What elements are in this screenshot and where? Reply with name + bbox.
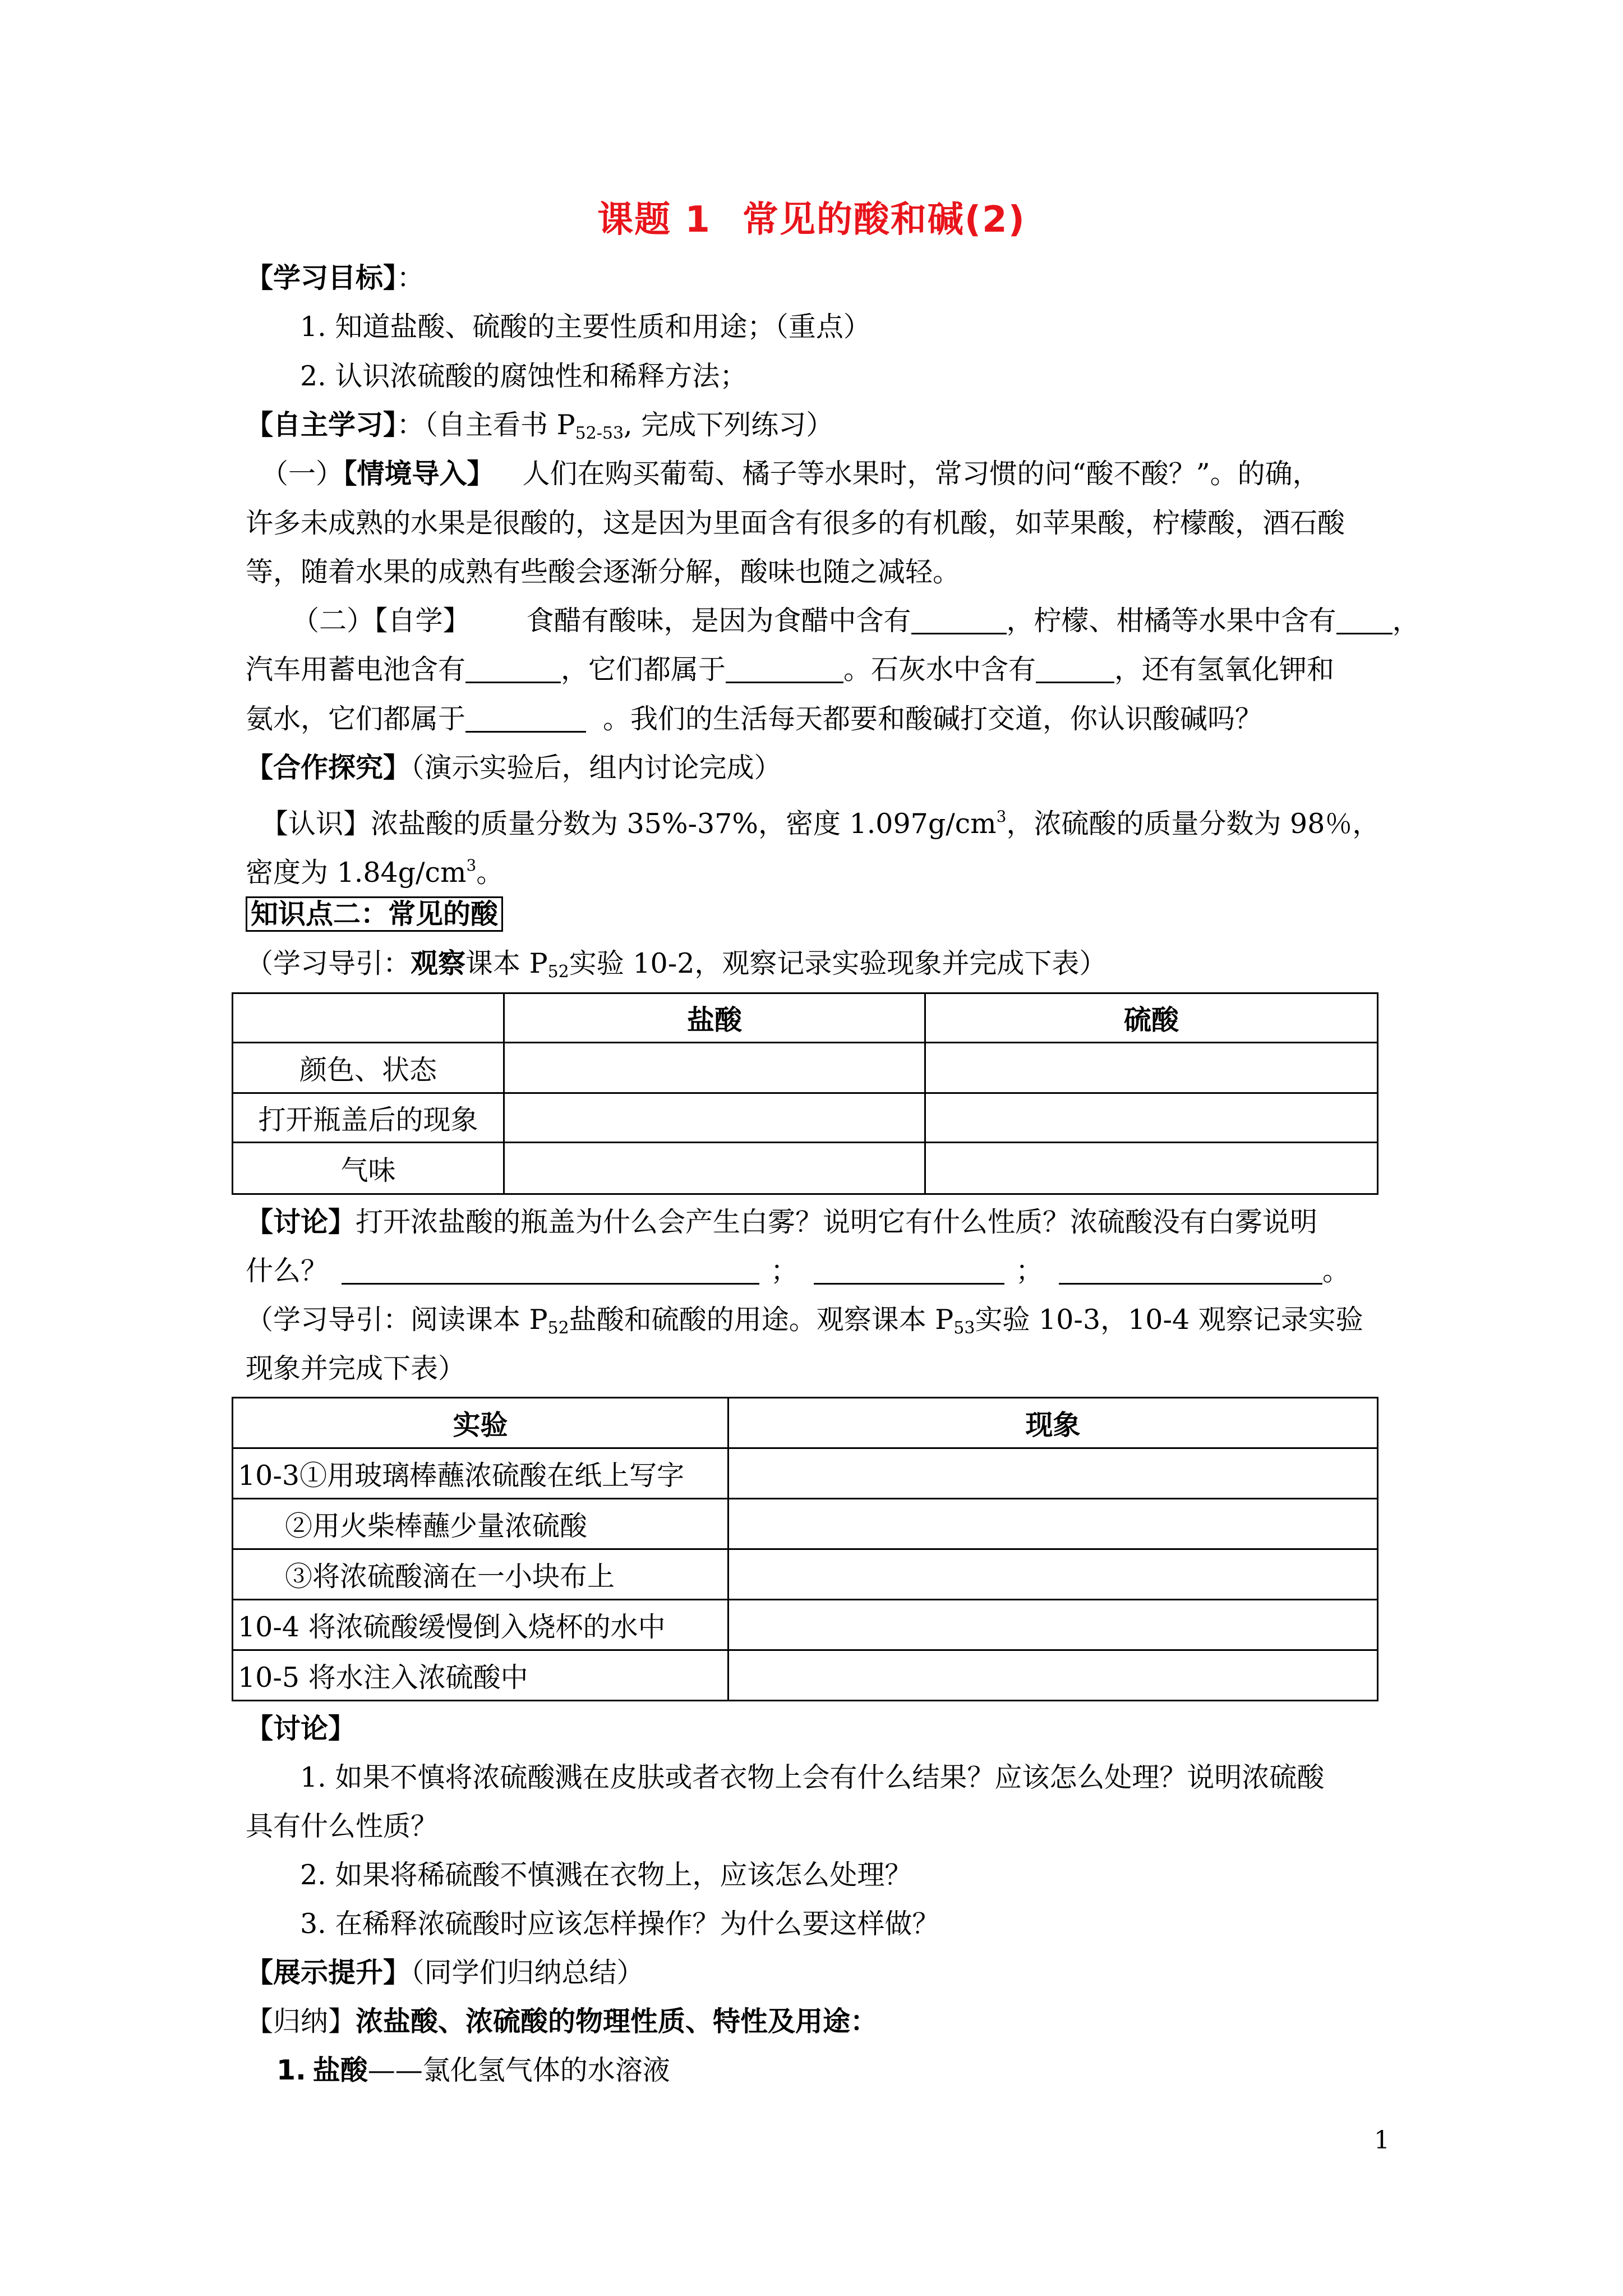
discuss-2-q2: 2. 如果将稀硫酸不慎溅在衣物上，应该怎么处理？ bbox=[300, 1859, 912, 1891]
table1-header-h2so4: 硫酸 bbox=[925, 993, 1378, 1043]
table2-row-label: ②用火柴棒蘸少量浓硫酸 bbox=[233, 1499, 728, 1549]
table2-cell[interactable] bbox=[728, 1600, 1378, 1650]
table1-cell[interactable] bbox=[504, 1093, 925, 1143]
intro-line-2: 许多未成熟的水果是很酸的，这是因为里面含有很多的有机酸，如苹果酸，柠檬酸，酒石酸 bbox=[246, 507, 1345, 539]
table1-row-label: 打开瓶盖后的现象 bbox=[233, 1093, 504, 1143]
table2-cell[interactable] bbox=[728, 1448, 1378, 1499]
discuss-2-heading: 【讨论】 bbox=[246, 1713, 356, 1745]
table2-cell[interactable] bbox=[728, 1650, 1378, 1701]
show-heading: 【展示提升】（同学们归纳总结） bbox=[246, 1957, 644, 1989]
page-title: 课题 1 常见的酸和碱(2) bbox=[597, 199, 1026, 241]
table1-row-label: 气味 bbox=[233, 1143, 504, 1194]
table2-header-experiment: 实验 bbox=[233, 1398, 728, 1448]
goal-1: 1. 知道盐酸、硫酸的主要性质和用途；（重点） bbox=[300, 311, 871, 343]
zixue-line-2: 汽车用蓄电池含有 ，它们都属于 。石灰水中含有 ，还有氢氧化钾和 bbox=[246, 654, 1335, 685]
table1-row-label: 颜色、状态 bbox=[233, 1043, 504, 1093]
experiment-table bbox=[232, 1397, 1378, 1701]
table2-header-phenomenon: 现象 bbox=[728, 1398, 1378, 1448]
zixue-line-1: （二）【自学】 食醋有酸味，是因为食醋中含有 ，柠檬、柑橘等水果中含有 ， bbox=[292, 605, 1420, 637]
table2-row-label: ③将浓硫酸滴在一小块布上 bbox=[233, 1549, 728, 1600]
intro-line-1: （一）【情境导入】 人们在购买葡萄、橘子等水果时，常习惯的问“酸不酸？”。的确， bbox=[261, 458, 1320, 490]
coop-heading: 【合作探究】（演示实验后，组内讨论完成） bbox=[246, 752, 782, 784]
table1-cell[interactable] bbox=[504, 1143, 925, 1194]
recognize-line-2: 密度为 $1.84g/cm^3$。 bbox=[246, 856, 504, 889]
knowledge-point-2: 知识点二：常见的酸 bbox=[246, 898, 503, 931]
table1-cell[interactable] bbox=[925, 1093, 1378, 1143]
table2-row-label: 10-3①用玻璃棒蘸浓硫酸在纸上写字 bbox=[233, 1448, 728, 1499]
table2-row-label: 10-4 将浓硫酸缓慢倒入烧杯的水中 bbox=[233, 1600, 728, 1650]
guide-2-line-1: （学习导引：阅读课本 $P_{52}$盐酸和硫酸的用途。观察课本 $P_{53}$实验 10-3，10-4 观察记录实验 bbox=[246, 1304, 1363, 1338]
table1-cell[interactable] bbox=[504, 1043, 925, 1093]
blank-category-1[interactable] bbox=[726, 656, 843, 683]
table1-header-empty bbox=[233, 993, 504, 1043]
self-study-heading: 【自主学习】：（自主看书 $P_{52-53}$, 完成下列练习） bbox=[246, 409, 834, 443]
discuss-1-line-2: 什么？ ； ； 。 bbox=[246, 1255, 1350, 1287]
guide-2-line-2: 现象并完成下表） bbox=[246, 1352, 466, 1384]
blank-category-2[interactable] bbox=[465, 705, 586, 733]
blank-fruit-acid[interactable] bbox=[1336, 607, 1393, 634]
goal-2: 2. 认识浓硫酸的腐蚀性和稀释方法； bbox=[300, 360, 748, 392]
blank-limewater[interactable] bbox=[1036, 656, 1114, 683]
discuss-1-line-1: 【讨论】打开浓盐酸的瓶盖为什么会产生白雾？说明它有什么性质？浓硫酸没有白雾说明 bbox=[246, 1206, 1318, 1238]
zixue-line-3: 氨水，它们都属于 。我们的生活每天都要和酸碱打交道，你认识酸碱吗？ bbox=[246, 703, 1263, 735]
table2-row-label: 10-5 将水注入浓硫酸中 bbox=[233, 1650, 728, 1701]
table2-cell[interactable] bbox=[728, 1499, 1378, 1549]
blank-answer-3[interactable] bbox=[1059, 1257, 1322, 1285]
goals-heading: 【学习目标】： bbox=[246, 262, 425, 294]
table1-cell[interactable] bbox=[925, 1143, 1378, 1194]
intro-line-3: 等，随着水果的成熟有些酸会逐渐分解，酸味也随之减轻。 bbox=[246, 556, 961, 588]
guide-1: （学习导引：观察课本 $P_{52}$实验 10-2，观察记录实验现象并完成下表） bbox=[246, 947, 1107, 982]
table2-cell[interactable] bbox=[728, 1549, 1378, 1600]
table1-cell[interactable] bbox=[925, 1043, 1378, 1093]
discuss-2-q1: 1. 如果不慎将浓硫酸溅在皮肤或者衣物上会有什么结果？应该怎么处理？说明浓硫酸 bbox=[300, 1761, 1325, 1793]
blank-answer-1[interactable] bbox=[342, 1257, 759, 1285]
blank-answer-2[interactable] bbox=[814, 1257, 1004, 1285]
summary-heading: 【归纳】浓盐酸、浓硫酸的物理性质、特性及用途： bbox=[246, 2005, 878, 2037]
discuss-2-q1-cont: 具有什么性质？ bbox=[246, 1810, 439, 1842]
table1-header-hcl: 盐酸 bbox=[504, 993, 925, 1043]
recognize-line-1: 【认识】浓盐酸的质量分数为 35%-37%，密度 $1.097g/cm^3$，浓硫酸的质量分数为 98％， bbox=[261, 807, 1380, 840]
page-number: 1 bbox=[1374, 2126, 1390, 2155]
blank-vinegar-acid[interactable] bbox=[911, 607, 1007, 634]
hcl-heading: 1. 盐酸——氯化氢气体的水溶液 bbox=[276, 2054, 670, 2086]
blank-battery-acid[interactable] bbox=[465, 656, 561, 683]
acid-property-table bbox=[232, 992, 1378, 1195]
discuss-2-q3: 3. 在稀释浓硫酸时应该怎样操作？为什么要这样做？ bbox=[300, 1908, 940, 1940]
